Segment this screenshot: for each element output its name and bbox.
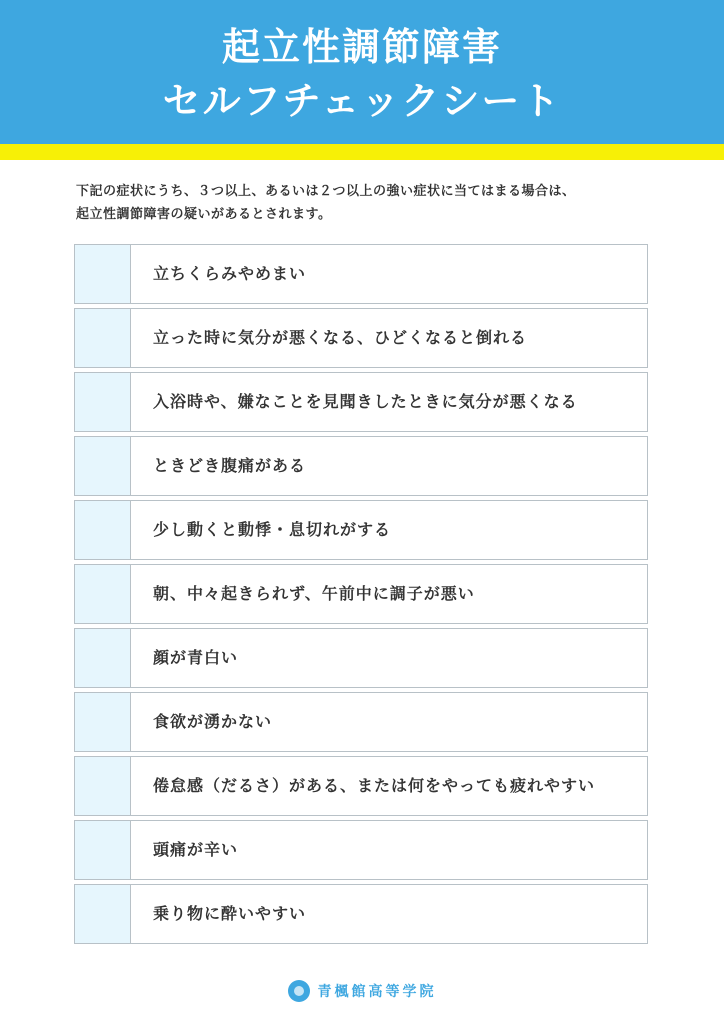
checklist-row <box>74 244 648 304</box>
checklist-row <box>74 756 648 816</box>
checklist-row <box>74 500 648 560</box>
checklist-item-label: 立ちくらみやめまい <box>153 264 307 283</box>
header-banner <box>0 0 724 144</box>
checkbox[interactable] <box>75 437 131 495</box>
checklist-item-label: 入浴時や、嫌なことを見聞きしたときに気分が悪くなる <box>153 392 578 411</box>
checklist-row <box>74 436 648 496</box>
intro-text <box>76 180 656 226</box>
checkbox[interactable] <box>75 757 131 815</box>
checklist-row <box>74 692 648 752</box>
checklist-row <box>74 308 648 368</box>
page-title-line1: 起立性調節障害 <box>221 25 502 69</box>
checklist-item-label: 立った時に気分が悪くなる、ひどくなると倒れる <box>153 328 528 347</box>
checkbox[interactable] <box>75 501 131 559</box>
checklist-item-label: 朝、中々起きられず、午前中に調子が悪い <box>153 584 475 603</box>
checklist-item-label: 倦怠感（だるさ）がある、または何をやっても疲れやすい <box>153 776 596 795</box>
checkbox[interactable] <box>75 693 131 751</box>
checklist-item-label: ときどき腹痛がある <box>153 456 307 475</box>
checklist-row <box>74 884 648 944</box>
checklist-item-label: 顔が青白い <box>153 648 239 667</box>
checklist-item-label: 食欲が湧かない <box>153 712 273 731</box>
checkbox[interactable] <box>75 821 131 879</box>
checklist-item-label: 頭痛が辛い <box>153 840 239 859</box>
school-name: 青楓館高等学院 <box>317 984 437 1000</box>
checklist-row <box>74 372 648 432</box>
checkbox[interactable] <box>75 373 131 431</box>
checklist-item-label: 少し動くと動悸・息切れがする <box>153 520 392 539</box>
checklist-item-label: 乗り物に酔いやすい <box>153 904 307 923</box>
checkbox[interactable] <box>75 309 131 367</box>
intro-line2: 起立性調節障害の疑いがあるとされます。 <box>76 207 332 222</box>
checkbox[interactable] <box>75 629 131 687</box>
page-title-line2: セルフチェックシート <box>162 79 562 123</box>
checkbox[interactable] <box>75 885 131 943</box>
checkbox[interactable] <box>75 565 131 623</box>
intro-line1: 下記の症状にうち、３つ以上、あるいは２つ以上の強い症状に当てはまる場合は、 <box>76 184 576 199</box>
checklist-row <box>74 820 648 880</box>
checkbox[interactable] <box>75 245 131 303</box>
maple-leaf-icon <box>288 980 310 1002</box>
checklist-row <box>74 628 648 688</box>
accent-divider <box>0 144 724 160</box>
checklist-row <box>74 564 648 624</box>
footer <box>0 980 724 1010</box>
